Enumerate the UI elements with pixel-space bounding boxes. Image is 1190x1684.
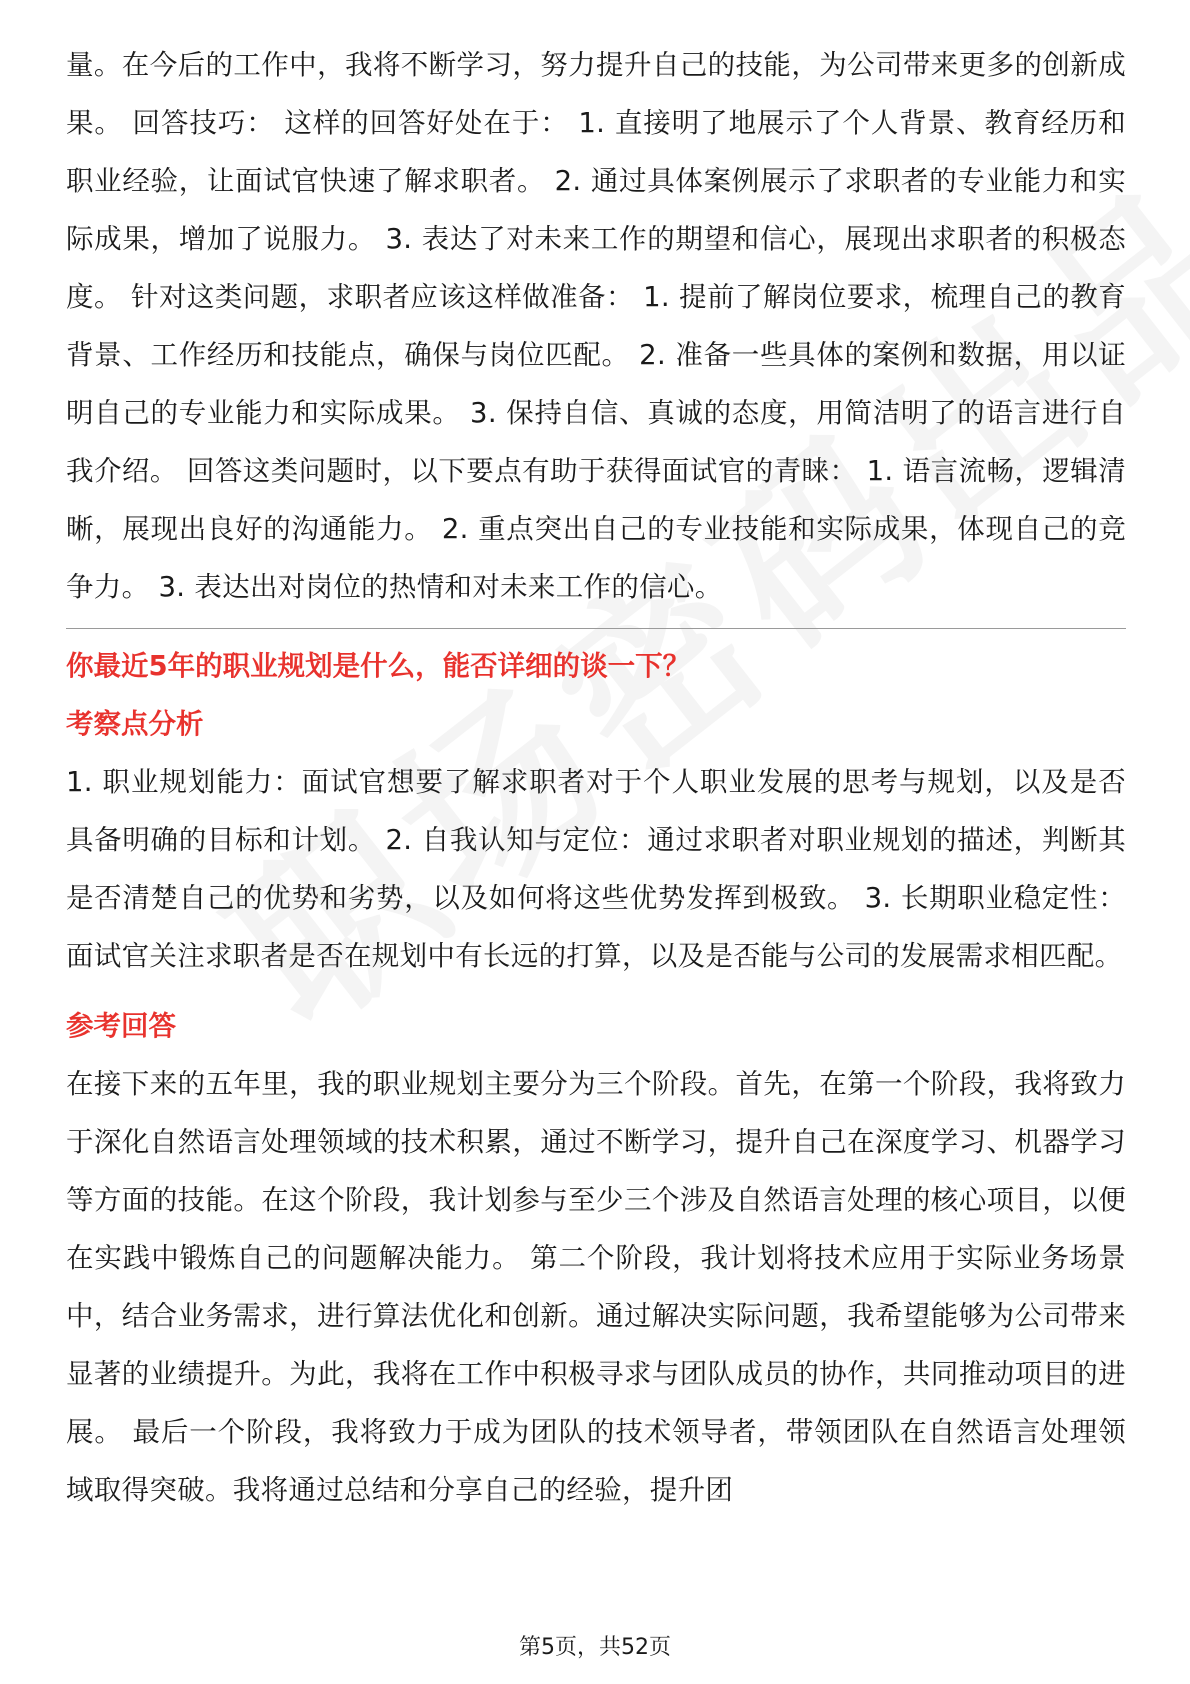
analysis-heading: 考察点分析 <box>66 708 204 740</box>
reference-answer-heading: 参考回答 <box>66 1010 176 1042</box>
document-page <box>66 36 1126 1519</box>
page-number: 第5页，共52页 <box>519 1635 671 1660</box>
question-title: 你最近5年的职业规划是什么，能否详细的谈一下？ <box>66 650 691 682</box>
analysis-paragraph: 1. 职业规划能力：面试官想要了解求职者对于个人职业发展的思考与规划，以及是否具备明确的目标和计划。 2. 自我认知与定位：通过求职者对职业规划的描述，判断其是否清楚自己的优势和劣势，以及如何将这些优势发挥到极致。 3. 长期职业稳定性：面试官关注求职者是否在规划中有长远的打算，以及是否能与公司的发展需求相匹配。 <box>66 766 1126 972</box>
intro-paragraph: 量。在今后的工作中，我将不断学习，努力提升自己的技能，为公司带来更多的创新成果。 回答技巧： 这样的回答好处在于： 1. 直接明了地展示了个人背景、教育经历和职业经验，让面试官快速了解求职者。 2. 通过具体案例展示了求职者的专业能力和实际成果，增加了说服力。 3. 表达了对未来工作的期望和信心，展现出求职者的积极态度。 针对这类问题，求职者应该这样做准备： 1. 提前了解岗位要求，梳理自己的教育背景、工作经历和技能点，确保与岗位匹配。 2. 准备一些具体的案例和数据，用以证明自己的专业能力和实际成果。 3. 保持自信、真诚的态度，用简洁明了的语言进行自我介绍。 回答这类问题时，以下要点有助于获得面试官的青睐： 1. 语言流畅，逻辑清晰，展现出良好的沟通能力。 2. 重点突出自己的专业技能和实际成果，体现自己的竞争力。 3. 表达出对岗位的热情和对未来工作的信心。 <box>66 49 1126 603</box>
reference-answer-paragraph: 在接下来的五年里，我的职业规划主要分为三个阶段。首先，在第一个阶段，我将致力于深化自然语言处理领域的技术积累，通过不断学习，提升自己在深度学习、机器学习等方面的技能。在这个阶段，我计划参与至少三个涉及自然语言处理的核心项目，以便在实践中锻炼自己的问题解决能力。 第二个阶段，我计划将技术应用于实际业务场景中，结合业务需求，进行算法优化和创新。通过解决实际问题，我希望能够为公司带来显著的业绩提升。为此，我将在工作中积极寻求与团队成员的协作，共同推动项目的进展。 最后一个阶段，我将致力于成为团队的技术领导者，带领团队在自然语言处理领域取得突破。我将通过总结和分享自己的经验，提升团 <box>66 1068 1126 1506</box>
section-divider <box>66 628 1126 629</box>
